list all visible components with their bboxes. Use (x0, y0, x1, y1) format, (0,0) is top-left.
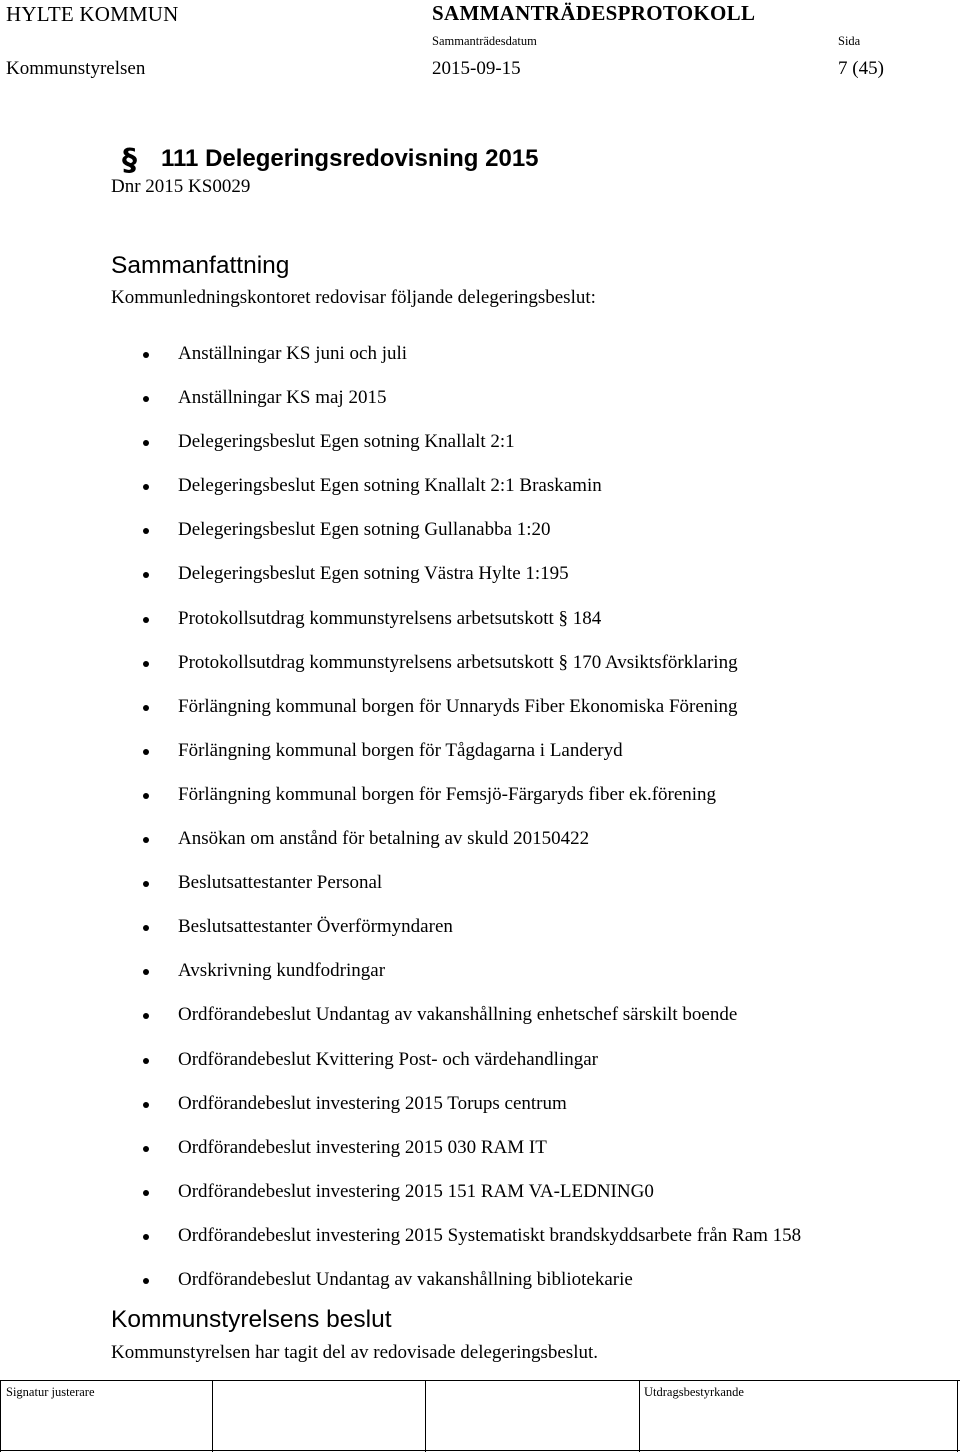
list-item-text: Delegeringsbeslut Egen sotning Gullanabba 1:20 (178, 519, 551, 541)
bullet-icon (143, 1190, 149, 1196)
meeting-date: 2015-09-15 (432, 58, 521, 79)
list-item-text: Avskrivning kundfodringar (178, 960, 386, 982)
summary-intro: Kommunledningskontoret redovisar följande delegeringsbeslut: (111, 287, 596, 308)
bullet-icon (143, 440, 149, 446)
list-item-text: Förlängning kommunal borgen för Tågdagarna i Landeryd (178, 739, 623, 761)
list-item-text: Förlängning kommunal borgen för Unnaryds Fiber Ekonomiska Förening (178, 695, 738, 717)
bullet-icon (143, 881, 149, 887)
bullet-icon (143, 837, 149, 843)
footer-divider (425, 1380, 426, 1452)
bullet-icon (143, 396, 149, 402)
bullet-icon (143, 1234, 149, 1240)
summary-heading: Sammanfattning (111, 252, 290, 279)
section-mark: § (122, 143, 137, 178)
list-item-text: Ordförandebeslut investering 2015 151 RAM VA-LEDNING0 (178, 1180, 654, 1202)
bullet-icon (143, 1102, 149, 1108)
footer-bottom-border (0, 1450, 960, 1451)
list-item-text: Ordförandebeslut Undantag av vakanshållning enhetschef särskilt boende (178, 1004, 738, 1026)
bullet-icon (143, 925, 149, 931)
list-item-text: Anställningar KS maj 2015 (178, 387, 387, 409)
page-label: Sida (838, 34, 861, 48)
footer-divider (212, 1380, 213, 1452)
list-item-text: Protokollsutdrag kommunstyrelsens arbetsutskott § 170 Avsiktsförklaring (178, 651, 738, 673)
decision-text: Kommunstyrelsen har tagit del av redovisade delegeringsbeslut. (111, 1342, 599, 1363)
bullet-icon (143, 969, 149, 975)
page-number: 7 (45) (838, 58, 884, 79)
footer-top-border (0, 1380, 960, 1381)
list-item-text: Förlängning kommunal borgen för Femsjö-Färgaryds fiber ek.förening (178, 783, 717, 805)
bullet-icon (143, 1278, 149, 1284)
section-title: 111 Delegeringsredovisning 2015 (161, 145, 539, 172)
list-item-text: Delegeringsbeslut Egen sotning Knallalt 2:1 (178, 431, 515, 453)
list-item-text: Ordförandebeslut investering 2015 Torups centrum (178, 1092, 567, 1114)
list-item-text: Delegeringsbeslut Egen sotning Knallalt 2:1 Braskamin (178, 475, 602, 497)
list-item-text: Beslutsattestanter Överförmyndaren (178, 916, 453, 938)
extract-certification-label: Utdragsbestyrkande (644, 1385, 744, 1399)
bullet-icon (143, 661, 149, 667)
bullet-icon (143, 1013, 149, 1019)
list-item-text: Protokollsutdrag kommunstyrelsens arbetsutskott § 184 (178, 607, 602, 629)
bullet-icon (143, 617, 149, 623)
list-item-text: Ordförandebeslut Kvittering Post- och värdehandlingar (178, 1048, 598, 1070)
list-item-text: Ordförandebeslut investering 2015 Systematiskt brandskyddsarbete från Ram 158 (178, 1224, 802, 1246)
municipality-name: HYLTE KOMMUN (6, 2, 179, 26)
footer-divider (0, 1380, 1, 1452)
document-type: SAMMANTRÄDESPROTOKOLL (432, 1, 756, 25)
bullet-icon (143, 749, 149, 755)
bullet-icon (143, 1146, 149, 1152)
bullet-icon (143, 1058, 149, 1064)
list-item-text: Ansökan om anstånd för betalning av skuld 20150422 (178, 828, 590, 850)
bullet-icon (143, 705, 149, 711)
list-item-text: Anställningar KS juni och juli (178, 343, 408, 364)
list-item-text: Delegeringsbeslut Egen sotning Västra Hylte 1:195 (178, 563, 569, 585)
bullet-icon (143, 352, 149, 358)
signature-label: Signatur justerare (6, 1385, 95, 1399)
decision-heading: Kommunstyrelsens beslut (111, 1306, 392, 1333)
case-number: Dnr 2015 KS0029 (111, 176, 251, 197)
list-item-text: Beslutsattestanter Personal (178, 872, 383, 894)
list-item-text: Ordförandebeslut Undantag av vakanshållning bibliotekarie (178, 1268, 633, 1290)
bullet-icon (143, 484, 149, 490)
governing-body: Kommunstyrelsen (6, 58, 146, 79)
footer-divider (957, 1380, 958, 1452)
footer-divider (639, 1380, 640, 1452)
bullet-icon (143, 572, 149, 578)
bullet-icon (143, 793, 149, 799)
bullet-icon (143, 528, 149, 534)
meeting-date-label: Sammanträdesdatum (432, 34, 537, 48)
list-item-text: Ordförandebeslut investering 2015 030 RAM IT (178, 1136, 547, 1158)
